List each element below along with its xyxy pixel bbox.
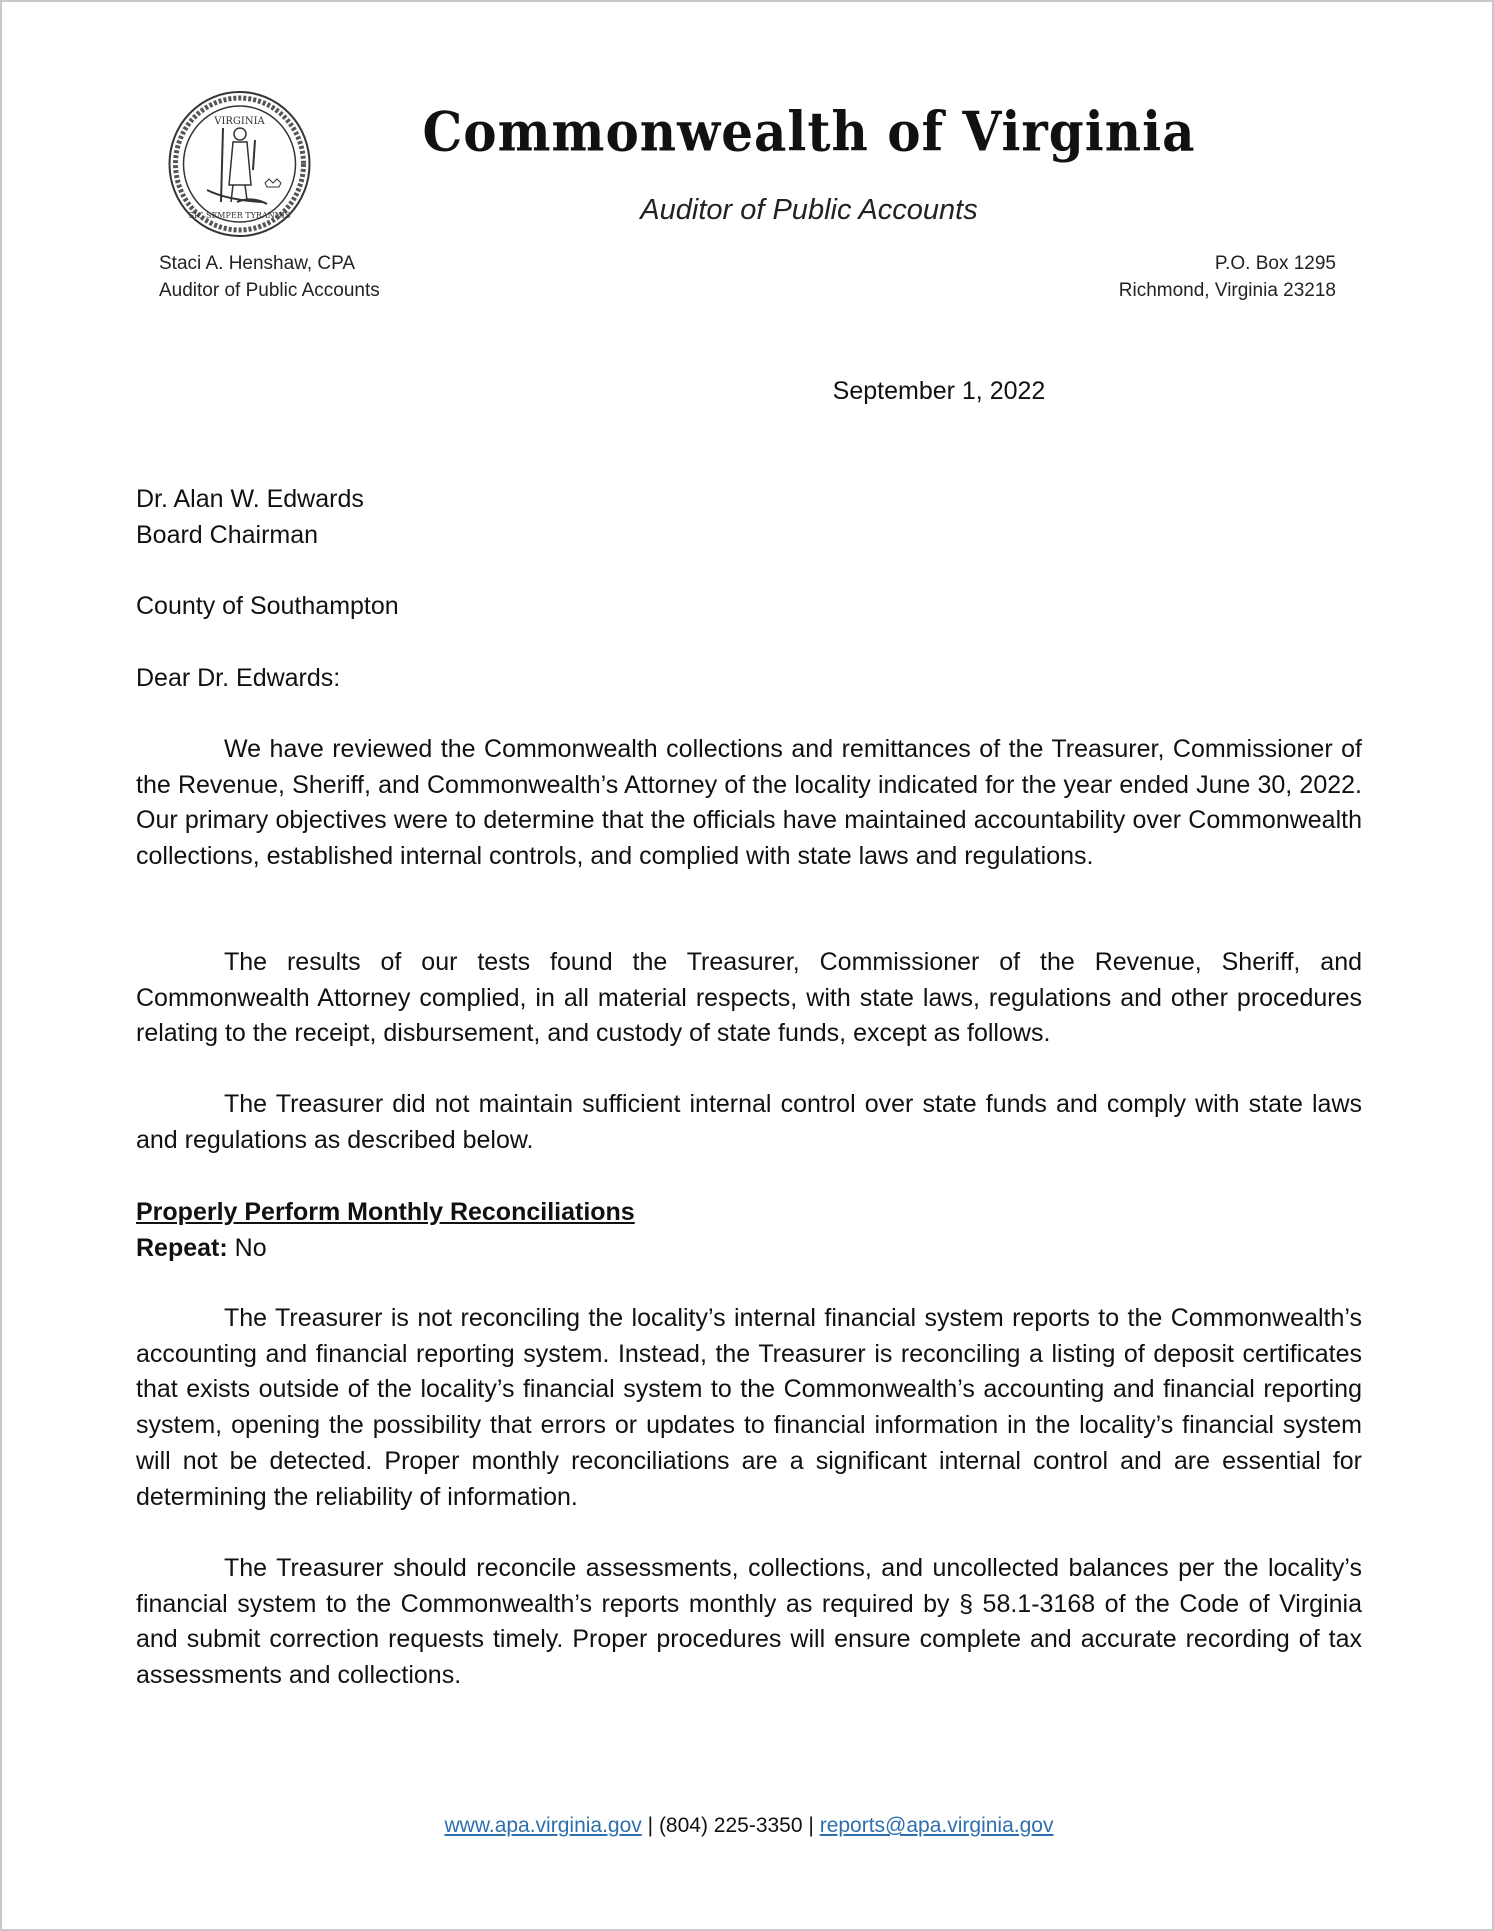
repeat-label: Repeat: [136,1233,228,1262]
repeat-status [136,1231,1362,1267]
mailing-address [1119,250,1336,304]
paragraph-test-results: The results of our tests found the Treasurer, Commissioner of the Revenue, Sheriff, and Commonwealth Attorney complied, in all material respects, with state laws, regulations and other procedures relating to the receipt, disbursement, and custody of state funds, except as follows. [136,948,1362,1048]
svg-text:VIRGINIA: VIRGINIA [214,116,265,127]
recipient-title: Board Chairman [136,520,319,549]
auditor-name: Staci A. Henshaw, CPA [159,253,356,274]
website-link[interactable]: www.apa.virginia.gov [444,1814,642,1837]
letterhead-title: Commonwealth of Virginia [422,99,1196,164]
repeat-value: No [234,1233,267,1262]
recipient-name: Dr. Alan W. Edwards [136,485,364,513]
po-box: P.O. Box 1295 [1214,253,1336,274]
letterhead-subtitle: Auditor of Public Accounts [640,194,978,226]
recipient-block [136,482,1362,553]
finding-title: Properly Perform Monthly Reconciliations [136,1198,635,1226]
city-state-zip: Richmond, Virginia 23218 [1118,280,1336,301]
svg-text:SIC SEMPER TYRANNIS: SIC SEMPER TYRANNIS [188,211,291,220]
letter-date: September 1, 2022 [832,377,1046,405]
auditor-block [159,250,380,304]
paragraph-finding-condition: The Treasurer is not reconciling the locality’s internal financial system reports to the Commonwealth’s accounting and financial reporting system. Instead, the Treasurer is reconciling a listing of deposit certificates that exists outside of the locality’s financial system to the Commonwealth’s accounting and financial reporting system, opening the possibility that errors or updates to financial information in the locality’s financial system will not be detected. Proper monthly reconciliations are a significant internal control and are essential for determining the reliability of information. [136,1304,1362,1511]
paragraph-finding-recommendation: The Treasurer should reconcile assessments, collections, and uncollected balances per the locality’s financial system to the Commonwealth’s reports monthly as required by § 58.1-3168 of the Code of Virginia and submit correction requests timely. Proper procedures will ensure complete and accurate recording of tax assessments and collections. [136,1554,1362,1690]
email-link[interactable]: reports@apa.virginia.gov [819,1814,1054,1837]
paragraph-treasurer-control: The Treasurer did not maintain sufficient internal control over state funds and comply with state laws and regulations as described below. [136,1090,1362,1154]
paragraph-review-scope: We have reviewed the Commonwealth collections and remittances of the Treasurer, Commissioner of the Revenue, Sheriff, and Commonwealth’s Attorney of the locality indicated for the year ended June 30, 2022. Our primary objectives were to determine that the officials have maintained accountability over Commonwealth collections, established internal controls, and complied with state laws and regulations. [136,735,1362,871]
phone-number: (804) 225-3350 [658,1814,803,1837]
finding-header [136,1195,1362,1266]
footer-separator: | [808,1814,814,1837]
footer [2,1814,1494,1838]
auditor-role: Auditor of Public Accounts [159,280,380,301]
salutation: Dear Dr. Edwards: [136,664,341,692]
footer-separator: | [647,1814,654,1837]
recipient-organization: County of Southampton [136,592,399,620]
